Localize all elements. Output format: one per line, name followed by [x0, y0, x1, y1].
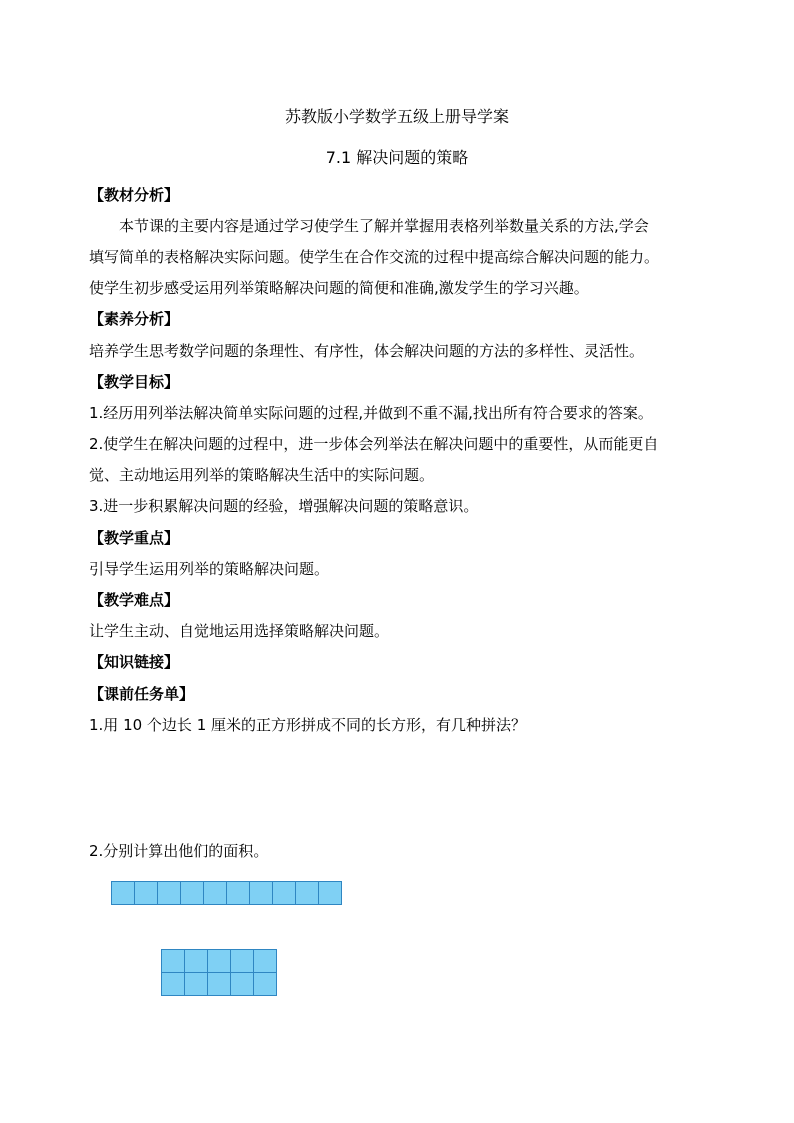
goal-item: 3.进一步积累解决问题的经验，增强解决问题的策略意识。	[89, 497, 479, 515]
unit-square	[158, 882, 181, 905]
unit-square	[181, 882, 204, 905]
heading-teaching-goals: 【教学目标】	[89, 373, 180, 391]
unit-square	[185, 973, 208, 996]
unit-square	[319, 882, 342, 905]
unit-square	[208, 973, 231, 996]
rectangle-1x10-figure	[111, 881, 342, 905]
unit-square	[250, 882, 273, 905]
heading-knowledge-links: 【知识链接】	[89, 653, 180, 671]
paragraph-line: 本节课的主要内容是通过学习使学生了解并掌握用表格列举数量关系的方法,学会	[119, 217, 649, 235]
goal-item: 2.使学生在解决问题的过程中，进一步体会列举法在解决问题中的重要性，从而能更自	[89, 435, 659, 453]
unit-square	[204, 882, 227, 905]
unit-square	[296, 882, 319, 905]
unit-square	[112, 882, 135, 905]
paragraph-line: 培养学生思考数学问题的条理性、有序性，体会解决问题的方法的多样性、灵活性。	[89, 342, 645, 360]
goal-item: 觉、主动地运用列举的策略解决生活中的实际问题。	[89, 466, 435, 484]
unit-square	[231, 950, 254, 973]
unit-square	[185, 950, 208, 973]
task-question-2: 2.分别计算出他们的面积。	[89, 842, 269, 860]
unit-square	[162, 973, 185, 996]
unit-square	[208, 950, 231, 973]
heading-literacy-analysis: 【素养分析】	[89, 310, 180, 328]
rectangle-2x5-figure	[161, 949, 277, 996]
goal-item: 1.经历用列举法解决简单实际问题的过程,并做到不重不漏,找出所有符合要求的答案。	[89, 404, 653, 422]
unit-square	[135, 882, 158, 905]
paragraph-line: 填写简单的表格解决实际问题。使学生在合作交流的过程中提高综合解决问题的能力。	[89, 248, 660, 266]
unit-square	[254, 950, 277, 973]
heading-difficulties: 【教学难点】	[89, 591, 180, 609]
unit-square	[254, 973, 277, 996]
unit-square	[227, 882, 250, 905]
heading-pre-class-tasks: 【课前任务单】	[89, 685, 195, 703]
task-question-1: 1.用 10 个边长 1 厘米的正方形拼成不同的长方形，有几种拼法？	[89, 716, 527, 734]
heading-key-points: 【教学重点】	[89, 529, 180, 547]
unit-square	[231, 973, 254, 996]
paragraph-line: 使学生初步感受运用列举策略解决问题的简便和准确,激发学生的学习兴趣。	[89, 279, 589, 297]
paragraph-line: 引导学生运用列举的策略解决问题。	[89, 560, 330, 578]
document-subtitle: 7.1 解决问题的策略	[325, 148, 469, 167]
unit-square	[273, 882, 296, 905]
unit-square	[162, 950, 185, 973]
paragraph-line: 让学生主动、自觉地运用选择策略解决问题。	[89, 622, 390, 640]
heading-textbook-analysis: 【教材分析】	[89, 186, 180, 204]
document-title: 苏教版小学数学五级上册导学案	[284, 107, 509, 126]
